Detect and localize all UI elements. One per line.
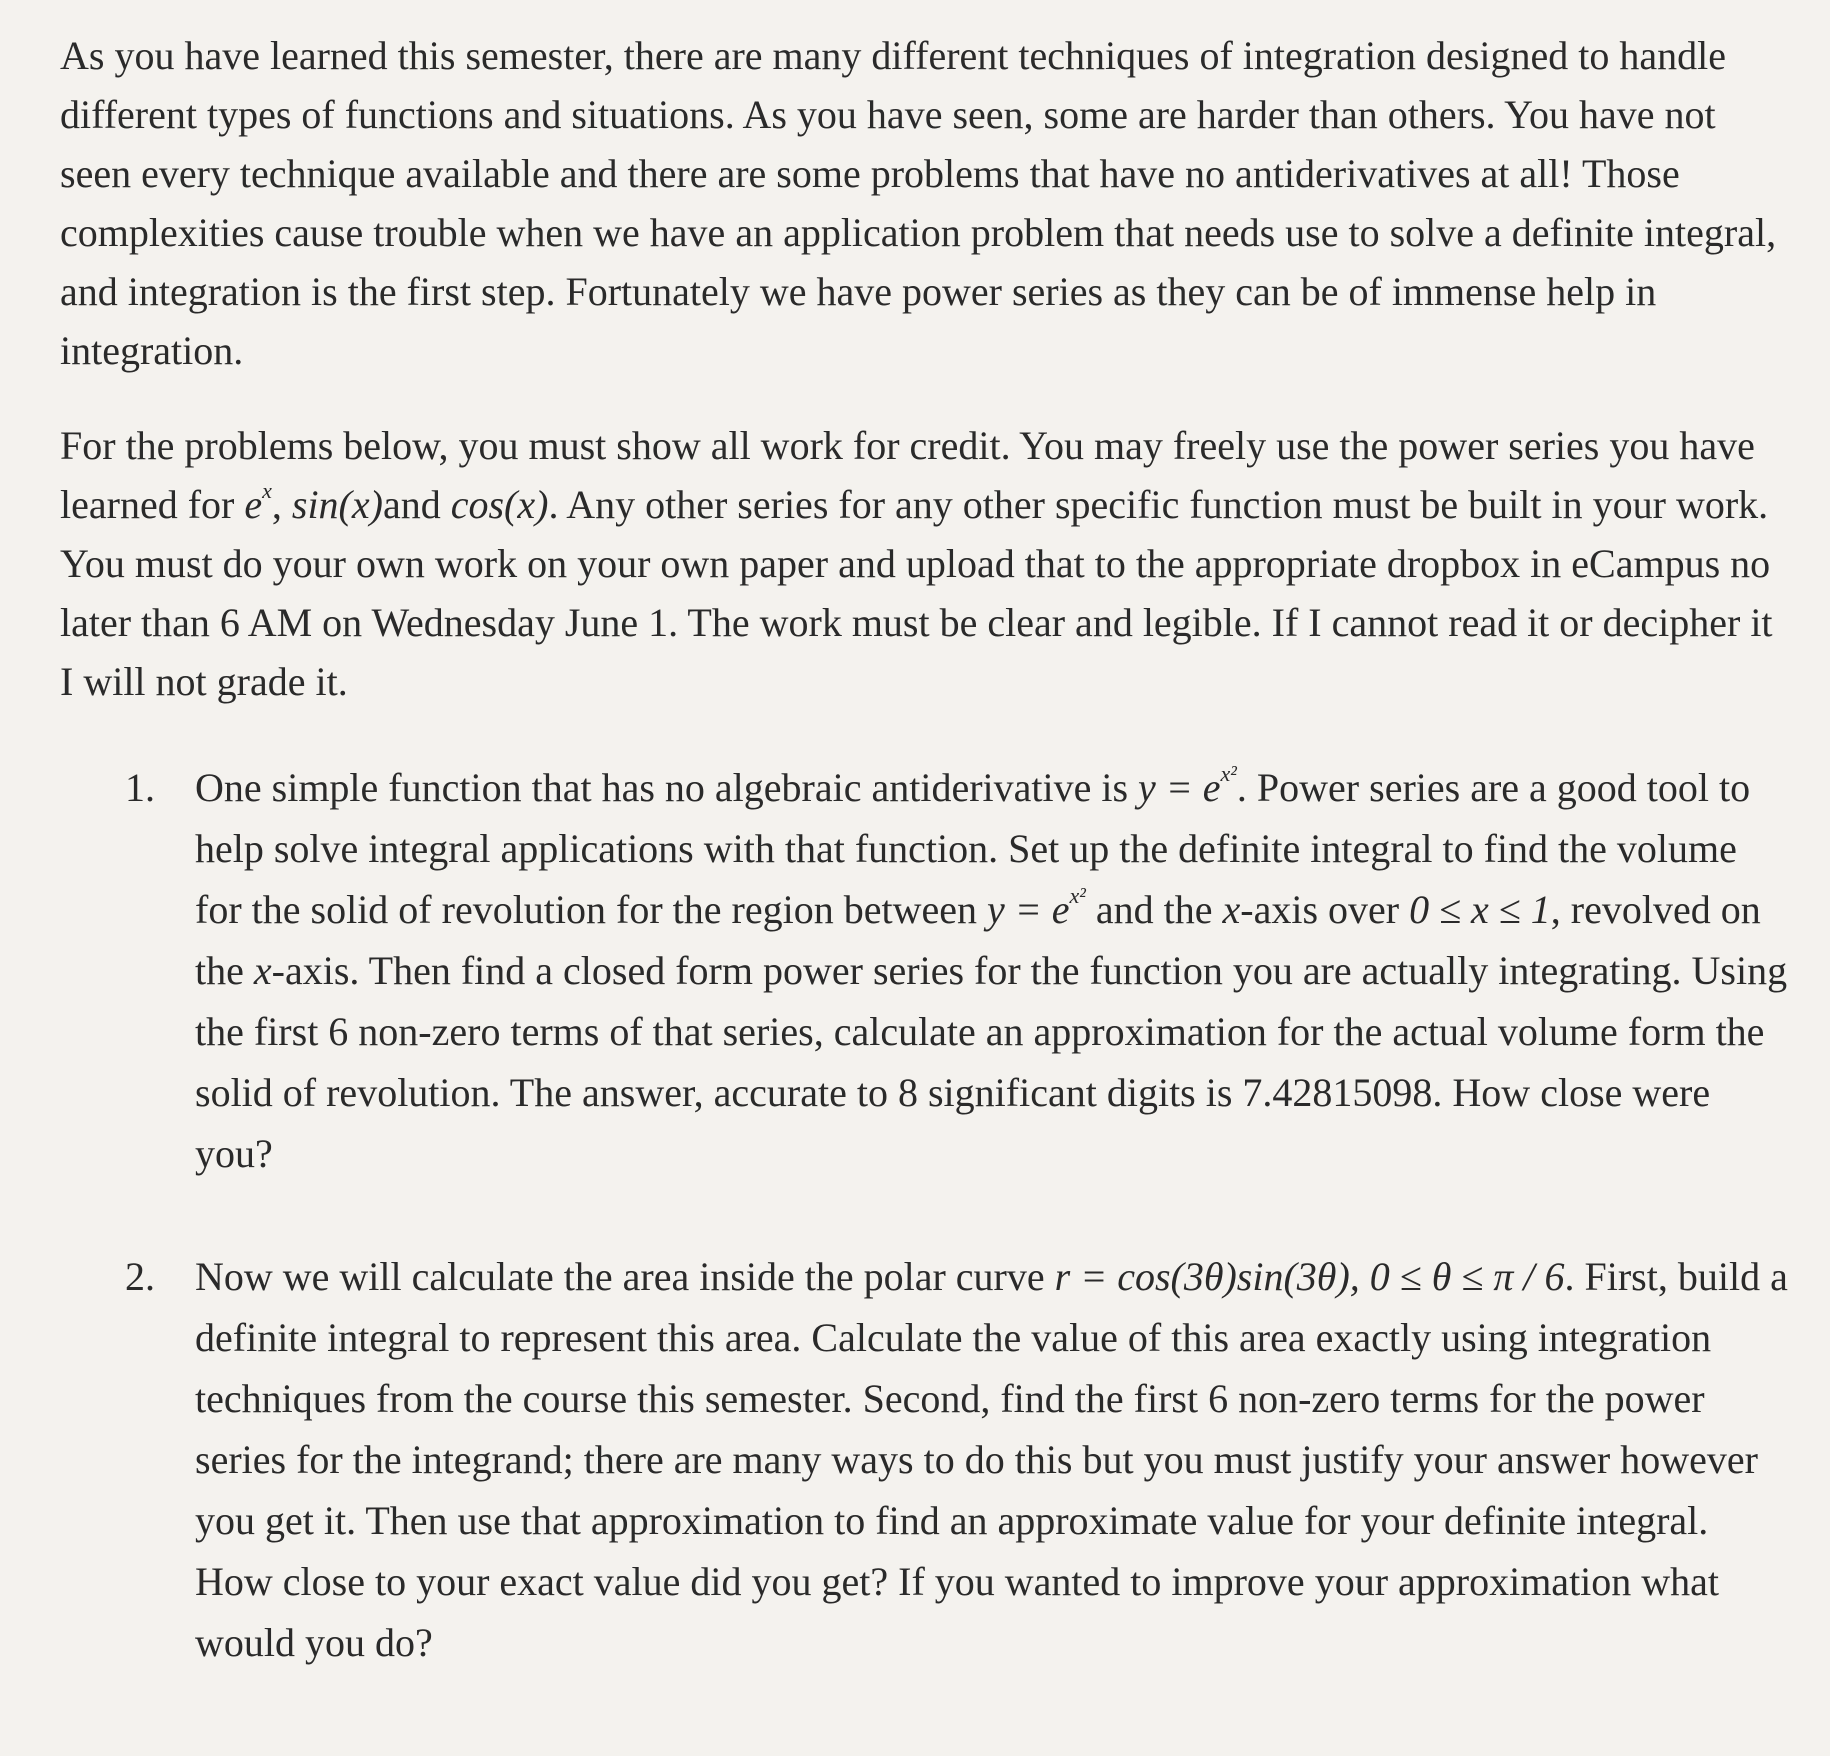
interval-inequality: 0 ≤ x ≤ 1 (1409, 887, 1551, 932)
problem-number: 2. (125, 1254, 155, 1299)
exp-function: $e^x$ (244, 478, 272, 527)
problem-number: 1. (125, 765, 155, 810)
intro-paragraph: As you have learned this semester, there are many different techniques of integration designed to handle different types of functions and situations. As you have seen, some are harder than others. You have not seen every technique available and there are some problems that have no antiderivatives at all! Those complexities cause trouble when we have an application problem that needs use to solve a definite integral, and integration is the first step. Fortunately we have power series as they can be of immense help in integration. (60, 33, 1777, 373)
equation-y-exp: $y = e^{x^2}$ (987, 883, 1086, 932)
instructions-text-2: . Any other series for any other specific function must be built in your work. You must do your own work on your own paper and upload that to the appropriate dropbox in eCampus no later than 6 AM on Wednesday June 1. The work must be clear and legible. If I cannot read it or decipher it I will not grade it. (60, 482, 1773, 704)
polar-curve-equation: r = cos(3θ)sin(3θ), 0 ≤ θ ≤ π / 6 (1054, 1254, 1565, 1299)
instructions-text-1: For the problems below, you must show all work for credit. You may freely use the power series you have learned for (60, 423, 1755, 527)
problem-list (60, 757, 1790, 1673)
problem-1: 1. One simple function that has no algebraic antiderivative is $y = e^{x^2}$. Power series are a good tool to help solve integral applications with that function. Set up the definite integral to find the volume for the solid of revolution for the region between $y = e^{x^2}$ and the x-axis over 0 ≤ x ≤ 1, revolved on the x-axis. Then find a closed form power series for the function you are actually integrating. Using the first 6 non-zero terms of that series, calculate an approximation for the actual volume form the solid of revolution. The answer, accurate to 8 significant digits is 7.42815098. How close were you? (60, 757, 1790, 1184)
problem-2: 2. Now we will calculate the area inside the polar curve r = cos(3θ)sin(3θ), 0 ≤ θ ≤ π / 6. First, build a definite integral to represent this area. Calculate the value of this area exactly using integration techniques from the course this semester. Second, find the first 6 non-zero terms for the power series for the integrand; there are many ways to do this but you must justify your answer however you get it. Then use that approximation to find an approximate value for your definite integral. How close to your exact value did you get? If you wanted to improve your approximation what would you do? (60, 1246, 1790, 1673)
equation-y-exp: $y = e^{x^2}$ (1138, 761, 1237, 810)
sin-function: sin(x) (291, 482, 383, 527)
cos-function: cos(x) (450, 482, 549, 527)
instructions-paragraph: For the problems below, you must show all work for credit. You may freely use the power series you have learned for $e^x$, sin(x)and cos(x). Any other series for any other specific function must be built in your work. You must do your own work on your own paper and upload that to the appropriate dropbox in eCampus no later than 6 AM on Wednesday June 1. The work must be clear and legible. If I cannot read it or decipher it I will not grade it. (60, 423, 1773, 704)
